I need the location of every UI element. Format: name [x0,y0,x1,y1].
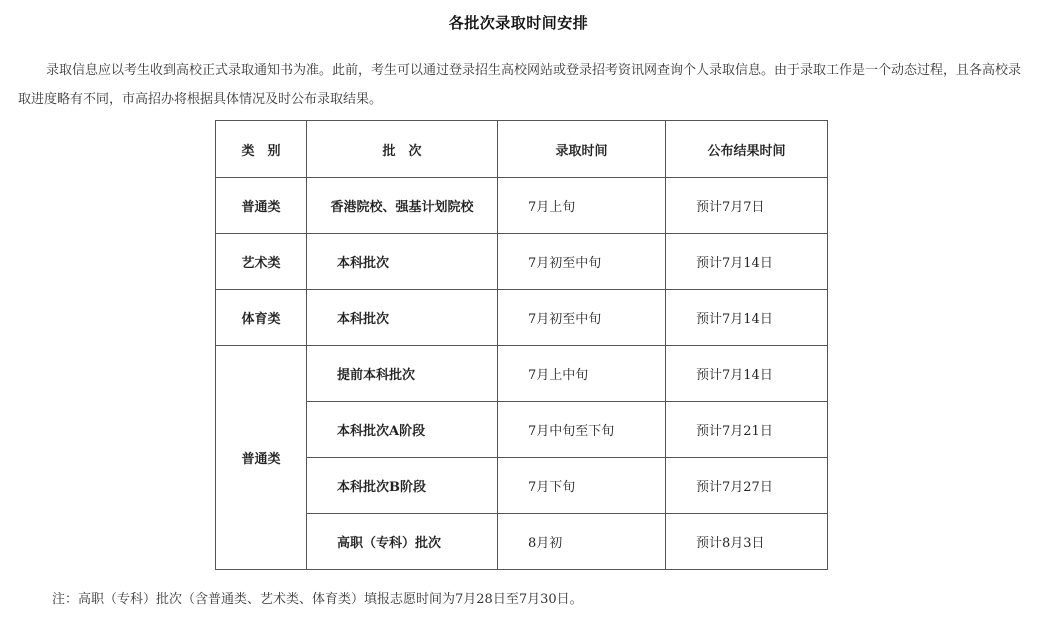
row-result-time: 预计7月14日 [666,290,828,346]
row-admission-time: 7月上旬 [498,178,666,234]
table-row [216,178,828,234]
header-result-time: 公布结果时间 [666,121,828,178]
row-category: 艺术类 [216,234,307,290]
page-title: 各批次录取时间安排 [448,14,589,32]
row-batch: 本科批次A阶段 [307,402,498,458]
table-row [216,402,828,458]
header-batch: 批 次 [307,121,498,178]
row-batch: 本科批次 [307,234,498,290]
row-admission-time: 7月初至中旬 [498,290,666,346]
row-result-time: 预计7月21日 [666,402,828,458]
table-row [216,234,828,290]
row-result-time: 预计7月27日 [666,458,828,514]
table-row [216,514,828,570]
table-row [216,346,828,402]
row-admission-time: 7月上中旬 [498,346,666,402]
row-result-time: 预计7月14日 [666,234,828,290]
row-batch: 香港院校、强基计划院校 [307,178,498,234]
row-result-time: 预计7月7日 [666,178,828,234]
footnote: 注：高职（专科）批次（含普通类、艺术类、体育类）填报志愿时间为7月28日至7月30日。 [52,592,583,607]
row-batch: 高职（专科）批次 [307,514,498,570]
row-admission-time: 7月中旬至下旬 [498,402,666,458]
row-result-time: 预计8月3日 [666,514,828,570]
row-category: 普通类 [216,178,307,234]
row-batch: 本科批次 [307,290,498,346]
admission-schedule-table [215,120,828,570]
row-category-merged: 普通类 [216,346,307,570]
row-admission-time: 7月下旬 [498,458,666,514]
row-batch: 提前本科批次 [307,346,498,402]
table-row [216,458,828,514]
row-batch: 本科批次B阶段 [307,458,498,514]
row-admission-time: 7月初至中旬 [498,234,666,290]
row-result-time: 预计7月14日 [666,346,828,402]
header-admission-time: 录取时间 [498,121,666,178]
table-row [216,290,828,346]
table-header-row [216,121,828,178]
row-category: 体育类 [216,290,307,346]
row-admission-time: 8月初 [498,514,666,570]
header-category: 类 别 [216,121,307,178]
intro-paragraph: 录取信息应以考生收到高校正式录取通知书为准。此前，考生可以通过登录招生高校网站或登录招考资讯网查询个人录取信息。由于录取工作是一个动态过程，且各高校录取进度略有不同，市高招办将根据具体情况及时公布录取结果。 [18,63,1022,107]
